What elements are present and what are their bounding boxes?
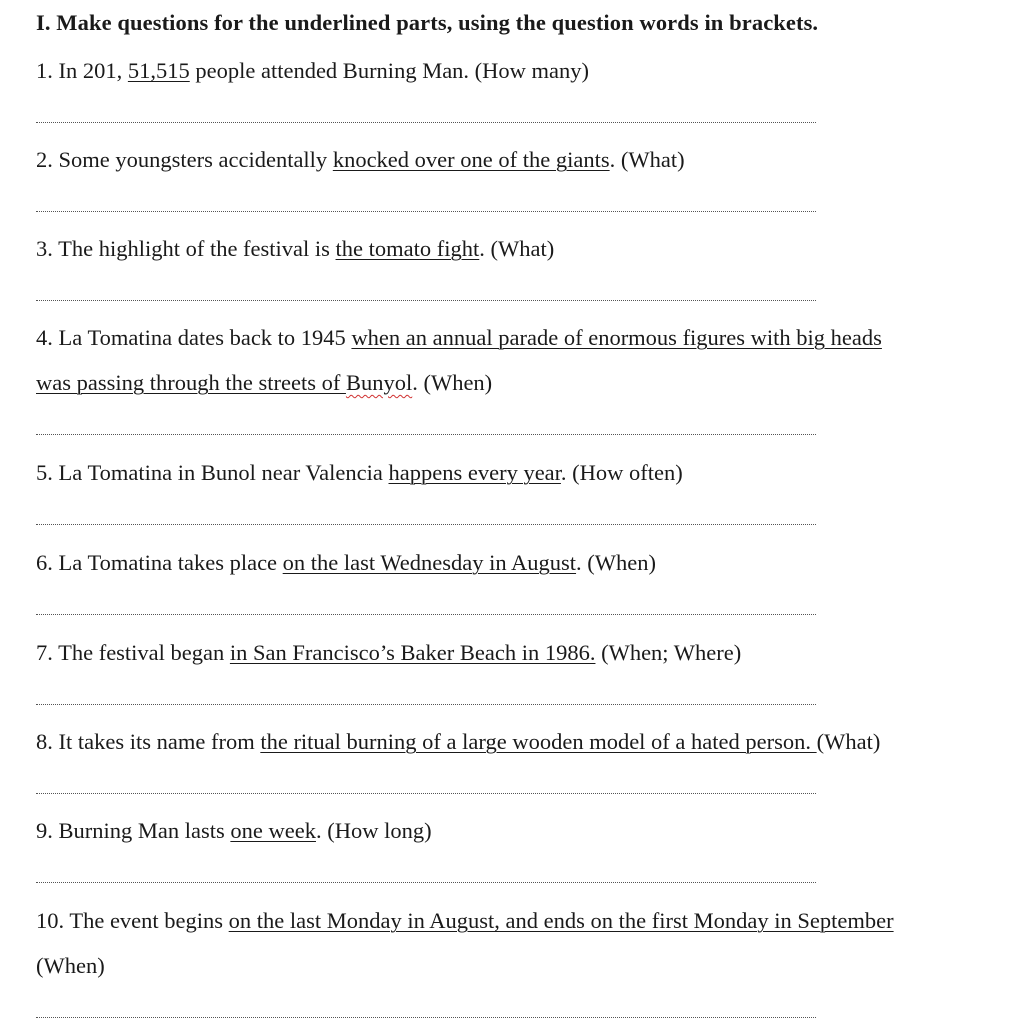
question-text: . (How often) — [560, 460, 683, 485]
underlined-phrase: knocked over one of the giants — [332, 147, 610, 172]
question-text: . (When) — [412, 370, 493, 395]
exercise-heading: I. Make questions for the underlined parts, using the question words in brackets. — [36, 10, 819, 35]
underlined-phrase: was passing through the streets of — [36, 370, 346, 395]
question-text: 3. The highlight of the festival is — [36, 236, 336, 261]
question-10-line-1 — [36, 907, 894, 935]
underlined-phrase: 51,515 — [127, 58, 190, 83]
question-8-line-1 — [36, 728, 880, 756]
question-10-line-2 — [36, 952, 105, 980]
answer-line-7[interactable] — [36, 704, 816, 705]
underlined-phrase: one week — [230, 818, 316, 843]
question-text: 4. La Tomatina dates back to 1945 — [36, 325, 352, 350]
answer-line-3[interactable] — [36, 300, 816, 301]
question-text: people attended Burning Man. (How many) — [189, 58, 590, 83]
question-1-line-1 — [36, 57, 589, 85]
answer-line-10[interactable] — [36, 1017, 816, 1018]
underlined-phrase: when an annual parade of enormous figures with big heads — [351, 325, 882, 350]
question-5-line-1 — [36, 459, 683, 487]
question-2-line-1 — [36, 146, 685, 174]
question-text: 2. Some youngsters accidentally — [36, 147, 333, 172]
question-text: 8. It takes its name from — [36, 729, 261, 754]
question-text: . (When) — [576, 550, 657, 575]
underlined-phrase: on the last Monday in August, and ends on the first Monday in September — [228, 908, 894, 933]
question-3-line-1 — [36, 235, 554, 263]
answer-line-5[interactable] — [36, 524, 816, 525]
underlined-phrase: the tomato fight — [335, 236, 480, 261]
question-text: 7. The festival began — [36, 640, 230, 665]
answer-line-4[interactable] — [36, 434, 816, 435]
question-text: 10. The event begins — [36, 908, 229, 933]
question-4-line-1 — [36, 324, 882, 352]
question-text: . (What) — [479, 236, 555, 261]
answer-line-2[interactable] — [36, 211, 816, 212]
question-text: (When; Where) — [595, 640, 742, 665]
underlined-phrase: on the last Wednesday in August — [282, 550, 577, 575]
underlined-phrase: happens every year — [388, 460, 561, 485]
question-text: (When) — [36, 953, 105, 978]
question-text: . (What) — [609, 147, 685, 172]
question-9-line-1 — [36, 817, 432, 845]
underlined-phrase: the ritual burning of a large wooden model of a hated person. — [260, 729, 817, 754]
answer-line-9[interactable] — [36, 882, 816, 883]
underlined-phrase: Bunyol — [345, 370, 413, 395]
question-text: . (How long) — [315, 818, 432, 843]
answer-line-1[interactable] — [36, 122, 816, 123]
answer-line-6[interactable] — [36, 614, 816, 615]
question-text: 6. La Tomatina takes place — [36, 550, 283, 575]
underlined-phrase: in San Francisco’s Baker Beach in 1986. — [229, 640, 596, 665]
question-6-line-1 — [36, 549, 656, 577]
question-text: 5. La Tomatina in Bunol near Valencia — [36, 460, 389, 485]
question-text: 9. Burning Man lasts — [36, 818, 231, 843]
answer-line-8[interactable] — [36, 793, 816, 794]
question-7-line-1 — [36, 639, 741, 667]
question-text: 1. In 201, — [36, 58, 128, 83]
question-text: (What) — [816, 729, 881, 754]
question-4-line-2 — [36, 369, 492, 397]
